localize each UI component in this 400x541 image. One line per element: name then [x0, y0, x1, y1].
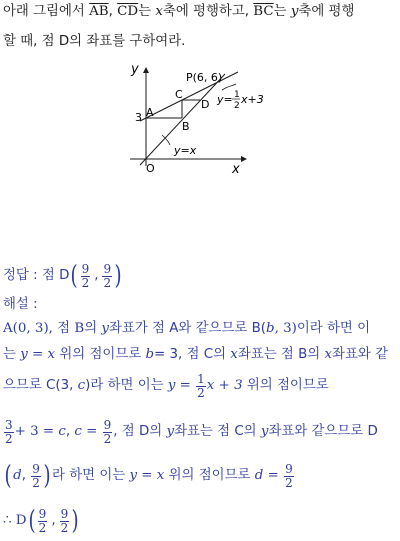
frac-one-half: $\frac{1}{2}$	[197, 371, 205, 400]
problem-text: 는	[273, 4, 291, 19]
tick-3-label: 3	[135, 111, 142, 124]
problem-text: 아래 그림에서	[3, 4, 90, 19]
problem-text: 축에 평행하고,	[162, 4, 254, 19]
segment-ab: $\overline{AB}$	[89, 4, 109, 19]
problem-text: 축에 평행	[298, 4, 355, 19]
equation-label-2: y=x	[174, 144, 197, 157]
point-a-label: A	[146, 106, 154, 119]
answer-frac-2: $\frac{9}{2}$	[103, 261, 112, 290]
frac-9-2-b: $\frac{9}{2}$	[32, 461, 40, 490]
solution-line-1: A(0, 3), 점 B의 y좌표가 점 A와 같으므로 B(b, 3)이라 하면 이	[3, 321, 371, 336]
point-c-label: C	[175, 88, 183, 101]
equation-label-1-pre: y=	[217, 93, 233, 106]
frac-9-2-c: $\frac{9}{2}$	[285, 461, 293, 490]
solution-title: 해설 :	[3, 297, 38, 312]
answer-sep: ,	[94, 268, 99, 283]
solution-line-3: 으므로 C(3, c)라 하면 이는 y = $\frac{1}{2}$ x + 3 위의 점이므로	[3, 371, 329, 400]
solution-line-6: ∴ D( $\frac{9}{2}$ , $\frac{9}{2}$ )	[3, 506, 79, 536]
origin-label: O	[146, 162, 155, 175]
equation-label-1-num: 1	[234, 90, 240, 100]
solution-line-5: ( d, $\frac{9}{2}$ ) 라 하면 이는 y = x 위의 점이므로 d = $\frac{9}{2}$	[4, 461, 293, 491]
frac-9-2: $\frac{9}{2}$	[103, 417, 112, 446]
problem-text: 는	[138, 4, 156, 19]
answer-frac-1: $\frac{9}{2}$	[81, 261, 90, 290]
frac-final-2: $\frac{9}{2}$	[60, 506, 69, 535]
var-y: y	[290, 4, 299, 19]
answer-label: 정답 : 점 D	[3, 268, 70, 283]
var-x: x	[155, 4, 163, 19]
paren-close: )	[114, 261, 122, 291]
equation-label-1-den: 2	[234, 101, 240, 111]
frac-final-1: $\frac{9}{2}$	[38, 506, 47, 535]
solution-line-4: $\frac{3}{2}$ + 3 = c, c = $\frac{9}{2}$ , 점 D의 y좌표는 점 C의 y좌표와 같으므로 D	[5, 417, 378, 446]
axis-x-label: x	[232, 162, 240, 177]
segment-cd: $\overline{CD}$	[117, 4, 139, 19]
point-p-label: P(6, 6)	[186, 71, 223, 84]
problem-line-2: 할 때, 점 D의 좌표를 구하여라.	[3, 34, 186, 49]
answer-line	[3, 261, 123, 291]
paren-open: (	[70, 261, 79, 291]
equation-label-1-post: x+3	[241, 93, 264, 106]
point-b-label: B	[182, 120, 190, 133]
axis-y-label: y	[131, 62, 139, 77]
problem-text: ,	[108, 4, 118, 19]
segment-bc: $\overline{BC}$	[253, 4, 274, 19]
point-d-label: D	[201, 98, 210, 111]
solution-line-2: 는 y = x 위의 점이므로 b= 3, 점 C의 x좌표는 점 B의 x좌표와 같	[3, 347, 389, 362]
frac-3-2: $\frac{3}{2}$	[5, 417, 13, 446]
